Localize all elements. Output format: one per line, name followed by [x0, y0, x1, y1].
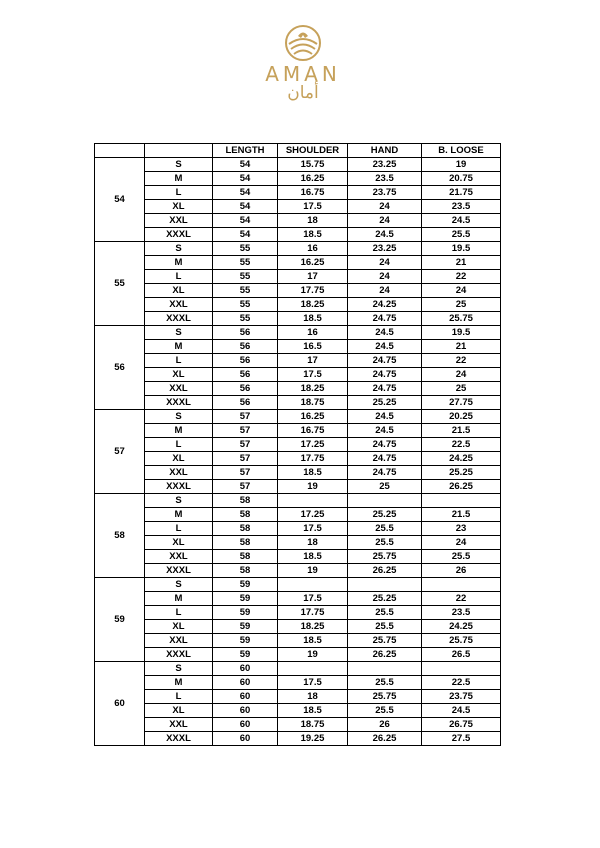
- length-cell: 56: [213, 326, 278, 340]
- size-label-cell: XXXL: [145, 312, 213, 326]
- hand-cell: 23.5: [348, 172, 422, 186]
- size-label-cell: L: [145, 522, 213, 536]
- length-cell: 59: [213, 634, 278, 648]
- length-cell: 58: [213, 564, 278, 578]
- b-loose-cell: 24.25: [422, 620, 501, 634]
- length-cell: 58: [213, 536, 278, 550]
- shoulder-cell: 17.5: [278, 522, 348, 536]
- hand-cell: 26.25: [348, 564, 422, 578]
- length-cell: 59: [213, 620, 278, 634]
- table-row: [95, 620, 501, 634]
- table-row: [95, 410, 501, 424]
- hand-cell: 25.25: [348, 508, 422, 522]
- shoulder-cell: 17.5: [278, 368, 348, 382]
- table-row: [95, 312, 501, 326]
- shoulder-cell: 19.25: [278, 732, 348, 746]
- b-loose-cell: 26: [422, 564, 501, 578]
- size-label-cell: XXL: [145, 718, 213, 732]
- shoulder-cell: 18: [278, 690, 348, 704]
- length-cell: 54: [213, 158, 278, 172]
- table-row: [95, 592, 501, 606]
- b-loose-cell: 21.5: [422, 508, 501, 522]
- length-cell: 55: [213, 284, 278, 298]
- hand-cell: 23.25: [348, 158, 422, 172]
- shoulder-cell: 17.25: [278, 438, 348, 452]
- length-cell: 60: [213, 732, 278, 746]
- table-row: [95, 494, 501, 508]
- table-row: [95, 340, 501, 354]
- b-loose-cell: 26.75: [422, 718, 501, 732]
- table-row: [95, 368, 501, 382]
- table-row: [95, 298, 501, 312]
- shoulder-cell: 18.25: [278, 620, 348, 634]
- length-cell: 58: [213, 508, 278, 522]
- hand-cell: 26.25: [348, 732, 422, 746]
- b-loose-cell: 24: [422, 284, 501, 298]
- length-cell: 55: [213, 298, 278, 312]
- table-row: [95, 662, 501, 676]
- shoulder-cell: 18.75: [278, 396, 348, 410]
- length-cell: 59: [213, 648, 278, 662]
- hand-cell: 25.25: [348, 592, 422, 606]
- shoulder-cell: 19: [278, 564, 348, 578]
- hand-cell: 24.75: [348, 312, 422, 326]
- shoulder-cell: 16.25: [278, 172, 348, 186]
- shoulder-cell: 17: [278, 354, 348, 368]
- shoulder-cell: 18: [278, 536, 348, 550]
- b-loose-cell: 22: [422, 592, 501, 606]
- size-label-cell: XL: [145, 536, 213, 550]
- hand-cell: 24.5: [348, 326, 422, 340]
- b-loose-cell: 24: [422, 368, 501, 382]
- size-label-cell: XL: [145, 452, 213, 466]
- b-loose-cell: 22.5: [422, 676, 501, 690]
- length-cell: 60: [213, 718, 278, 732]
- b-loose-cell: [422, 662, 501, 676]
- size-group-label: 56: [95, 326, 145, 410]
- table-row: [95, 158, 501, 172]
- table-row: [95, 200, 501, 214]
- length-cell: 54: [213, 172, 278, 186]
- hand-cell: 25.25: [348, 396, 422, 410]
- table-row: [95, 578, 501, 592]
- table-row: [95, 326, 501, 340]
- hand-cell: [348, 494, 422, 508]
- shoulder-cell: 18.75: [278, 718, 348, 732]
- hand-cell: 25.5: [348, 620, 422, 634]
- size-label-cell: M: [145, 508, 213, 522]
- hand-cell: 24: [348, 200, 422, 214]
- length-cell: 55: [213, 242, 278, 256]
- table-row: [95, 424, 501, 438]
- hand-cell: 24.75: [348, 466, 422, 480]
- length-cell: 56: [213, 368, 278, 382]
- shoulder-cell: 16.75: [278, 186, 348, 200]
- length-cell: 56: [213, 382, 278, 396]
- hand-cell: 24.5: [348, 340, 422, 354]
- table-row: [95, 452, 501, 466]
- hand-cell: 24.5: [348, 424, 422, 438]
- size-chart-table: [94, 143, 501, 746]
- brand-name-ar: أمان: [287, 83, 319, 103]
- size-label-cell: L: [145, 186, 213, 200]
- shoulder-cell: 18.5: [278, 312, 348, 326]
- hand-cell: 24.5: [348, 410, 422, 424]
- length-cell: 57: [213, 438, 278, 452]
- length-cell: 58: [213, 522, 278, 536]
- size-label-cell: S: [145, 158, 213, 172]
- hand-cell: 25.5: [348, 606, 422, 620]
- hand-cell: 25.5: [348, 676, 422, 690]
- size-label-cell: XL: [145, 368, 213, 382]
- table-row: [95, 634, 501, 648]
- table-row: [95, 186, 501, 200]
- length-cell: 56: [213, 354, 278, 368]
- hand-cell: 25.75: [348, 550, 422, 564]
- length-cell: 56: [213, 340, 278, 354]
- size-label-cell: M: [145, 172, 213, 186]
- size-label-cell: XXXL: [145, 564, 213, 578]
- size-label-cell: XXL: [145, 382, 213, 396]
- size-label-cell: S: [145, 326, 213, 340]
- shoulder-cell: 16.25: [278, 410, 348, 424]
- length-cell: 57: [213, 452, 278, 466]
- column-header-length: LENGTH: [213, 144, 278, 158]
- shoulder-cell: 15.75: [278, 158, 348, 172]
- hand-cell: 25.5: [348, 536, 422, 550]
- size-label-cell: XL: [145, 200, 213, 214]
- size-group-label: 59: [95, 578, 145, 662]
- hand-cell: 26.25: [348, 648, 422, 662]
- size-group-label: 60: [95, 662, 145, 746]
- hand-cell: 23.75: [348, 186, 422, 200]
- table-row: [95, 676, 501, 690]
- hand-cell: 24: [348, 270, 422, 284]
- size-label-cell: M: [145, 256, 213, 270]
- length-cell: 55: [213, 256, 278, 270]
- table-header-row: [95, 144, 501, 158]
- b-loose-cell: 22.5: [422, 438, 501, 452]
- table-row: [95, 550, 501, 564]
- shoulder-cell: 17.25: [278, 508, 348, 522]
- size-label-cell: XL: [145, 284, 213, 298]
- table-row: [95, 228, 501, 242]
- b-loose-cell: 20.75: [422, 172, 501, 186]
- size-label-cell: L: [145, 270, 213, 284]
- size-label-cell: L: [145, 354, 213, 368]
- table-row: [95, 270, 501, 284]
- hand-cell: 24.25: [348, 298, 422, 312]
- b-loose-cell: 19.5: [422, 242, 501, 256]
- hand-cell: [348, 662, 422, 676]
- length-cell: 58: [213, 494, 278, 508]
- shoulder-cell: 18.5: [278, 228, 348, 242]
- size-label-cell: M: [145, 676, 213, 690]
- table-row: [95, 564, 501, 578]
- size-label-cell: XXL: [145, 298, 213, 312]
- length-cell: 60: [213, 662, 278, 676]
- size-label-cell: S: [145, 410, 213, 424]
- b-loose-cell: 24.5: [422, 704, 501, 718]
- table-row: [95, 382, 501, 396]
- b-loose-cell: 27.75: [422, 396, 501, 410]
- b-loose-cell: 24.5: [422, 214, 501, 228]
- b-loose-cell: 24.25: [422, 452, 501, 466]
- size-group-label: 54: [95, 158, 145, 242]
- shoulder-cell: 18.5: [278, 634, 348, 648]
- table-row: [95, 690, 501, 704]
- b-loose-cell: 19.5: [422, 326, 501, 340]
- size-label-cell: L: [145, 690, 213, 704]
- table-row: [95, 438, 501, 452]
- hand-cell: 24.75: [348, 368, 422, 382]
- hand-cell: 24.75: [348, 382, 422, 396]
- size-group-label: 55: [95, 242, 145, 326]
- shoulder-cell: 17.5: [278, 592, 348, 606]
- length-cell: 58: [213, 550, 278, 564]
- table-row: [95, 648, 501, 662]
- length-cell: 57: [213, 466, 278, 480]
- b-loose-cell: 21.5: [422, 424, 501, 438]
- table-row: [95, 718, 501, 732]
- length-cell: 55: [213, 312, 278, 326]
- b-loose-cell: 22: [422, 354, 501, 368]
- table-row: [95, 508, 501, 522]
- hand-cell: 25: [348, 480, 422, 494]
- table-row: [95, 536, 501, 550]
- table-row: [95, 606, 501, 620]
- shoulder-cell: 16: [278, 242, 348, 256]
- table-row: [95, 480, 501, 494]
- b-loose-cell: 20.25: [422, 410, 501, 424]
- size-label-cell: XL: [145, 704, 213, 718]
- table-row: [95, 172, 501, 186]
- hand-cell: 24: [348, 284, 422, 298]
- hand-cell: 24.75: [348, 452, 422, 466]
- size-label-cell: XXL: [145, 550, 213, 564]
- shoulder-cell: 18.25: [278, 298, 348, 312]
- shoulder-cell: 17.5: [278, 676, 348, 690]
- shoulder-cell: [278, 578, 348, 592]
- b-loose-cell: [422, 494, 501, 508]
- b-loose-cell: 25.5: [422, 228, 501, 242]
- b-loose-cell: 25: [422, 382, 501, 396]
- brand-logo: [258, 24, 348, 104]
- size-label-cell: L: [145, 438, 213, 452]
- length-cell: 59: [213, 606, 278, 620]
- b-loose-cell: 23.75: [422, 690, 501, 704]
- b-loose-cell: 24: [422, 536, 501, 550]
- shoulder-cell: 18.25: [278, 382, 348, 396]
- b-loose-cell: [422, 578, 501, 592]
- size-label-cell: M: [145, 592, 213, 606]
- b-loose-cell: 23.5: [422, 606, 501, 620]
- table-row: [95, 396, 501, 410]
- shoulder-cell: 18.5: [278, 550, 348, 564]
- hand-cell: 25.5: [348, 522, 422, 536]
- size-label-cell: S: [145, 494, 213, 508]
- hand-cell: 24.75: [348, 438, 422, 452]
- size-label-cell: XXXL: [145, 228, 213, 242]
- shoulder-cell: 16.25: [278, 256, 348, 270]
- hand-cell: 24: [348, 256, 422, 270]
- b-loose-cell: 23: [422, 522, 501, 536]
- size-label-cell: M: [145, 340, 213, 354]
- length-cell: 57: [213, 480, 278, 494]
- shoulder-cell: [278, 662, 348, 676]
- table-row: [95, 284, 501, 298]
- size-label-cell: XXL: [145, 214, 213, 228]
- size-label-cell: M: [145, 424, 213, 438]
- length-cell: 54: [213, 228, 278, 242]
- b-loose-cell: 25.5: [422, 550, 501, 564]
- hand-cell: 26: [348, 718, 422, 732]
- size-label-cell: S: [145, 662, 213, 676]
- column-header: [95, 144, 145, 158]
- size-label-cell: S: [145, 578, 213, 592]
- b-loose-cell: 22: [422, 270, 501, 284]
- shoulder-cell: 16.5: [278, 340, 348, 354]
- b-loose-cell: 21: [422, 256, 501, 270]
- hand-cell: 25.75: [348, 690, 422, 704]
- size-label-cell: XXXL: [145, 396, 213, 410]
- table-row: [95, 466, 501, 480]
- column-header: [145, 144, 213, 158]
- shoulder-cell: [278, 494, 348, 508]
- size-label-cell: S: [145, 242, 213, 256]
- hand-cell: 25.5: [348, 704, 422, 718]
- hand-cell: 24.5: [348, 228, 422, 242]
- length-cell: 59: [213, 578, 278, 592]
- b-loose-cell: 25.75: [422, 312, 501, 326]
- shoulder-cell: 18: [278, 214, 348, 228]
- shoulder-cell: 16: [278, 326, 348, 340]
- size-group-label: 57: [95, 410, 145, 494]
- shoulder-cell: 17.5: [278, 200, 348, 214]
- length-cell: 55: [213, 270, 278, 284]
- table-row: [95, 704, 501, 718]
- size-label-cell: XXXL: [145, 648, 213, 662]
- table-row: [95, 354, 501, 368]
- column-header-shoulder: SHOULDER: [278, 144, 348, 158]
- hand-cell: 25.75: [348, 634, 422, 648]
- brand-name-en: AMAN: [265, 62, 341, 86]
- b-loose-cell: 25.25: [422, 466, 501, 480]
- b-loose-cell: 21: [422, 340, 501, 354]
- size-label-cell: XXL: [145, 466, 213, 480]
- size-group-label: 58: [95, 494, 145, 578]
- column-header-hand: HAND: [348, 144, 422, 158]
- size-label-cell: XXXL: [145, 732, 213, 746]
- length-cell: 54: [213, 214, 278, 228]
- length-cell: 59: [213, 592, 278, 606]
- shoulder-cell: 17.75: [278, 606, 348, 620]
- column-header-b-loose: B. LOOSE: [422, 144, 501, 158]
- size-label-cell: XXXL: [145, 480, 213, 494]
- b-loose-cell: 26.25: [422, 480, 501, 494]
- shoulder-cell: 17.75: [278, 452, 348, 466]
- length-cell: 57: [213, 410, 278, 424]
- shoulder-cell: 18.5: [278, 704, 348, 718]
- length-cell: 60: [213, 676, 278, 690]
- shoulder-cell: 18.5: [278, 466, 348, 480]
- size-label-cell: L: [145, 606, 213, 620]
- size-label-cell: XL: [145, 620, 213, 634]
- hand-cell: 23.25: [348, 242, 422, 256]
- length-cell: 57: [213, 424, 278, 438]
- b-loose-cell: 27.5: [422, 732, 501, 746]
- hand-cell: 24: [348, 214, 422, 228]
- b-loose-cell: 21.75: [422, 186, 501, 200]
- length-cell: 56: [213, 396, 278, 410]
- shoulder-cell: 19: [278, 480, 348, 494]
- b-loose-cell: 19: [422, 158, 501, 172]
- b-loose-cell: 23.5: [422, 200, 501, 214]
- shoulder-cell: 19: [278, 648, 348, 662]
- shoulder-cell: 16.75: [278, 424, 348, 438]
- length-cell: 54: [213, 186, 278, 200]
- length-cell: 54: [213, 200, 278, 214]
- shoulder-cell: 17: [278, 270, 348, 284]
- length-cell: 60: [213, 690, 278, 704]
- size-label-cell: XXL: [145, 634, 213, 648]
- table-row: [95, 732, 501, 746]
- b-loose-cell: 25.75: [422, 634, 501, 648]
- b-loose-cell: 25: [422, 298, 501, 312]
- table-row: [95, 214, 501, 228]
- table-row: [95, 522, 501, 536]
- falcon-emblem-icon: [283, 24, 323, 62]
- b-loose-cell: 26.5: [422, 648, 501, 662]
- table-row: [95, 242, 501, 256]
- table-row: [95, 256, 501, 270]
- hand-cell: [348, 578, 422, 592]
- shoulder-cell: 17.75: [278, 284, 348, 298]
- length-cell: 60: [213, 704, 278, 718]
- hand-cell: 24.75: [348, 354, 422, 368]
